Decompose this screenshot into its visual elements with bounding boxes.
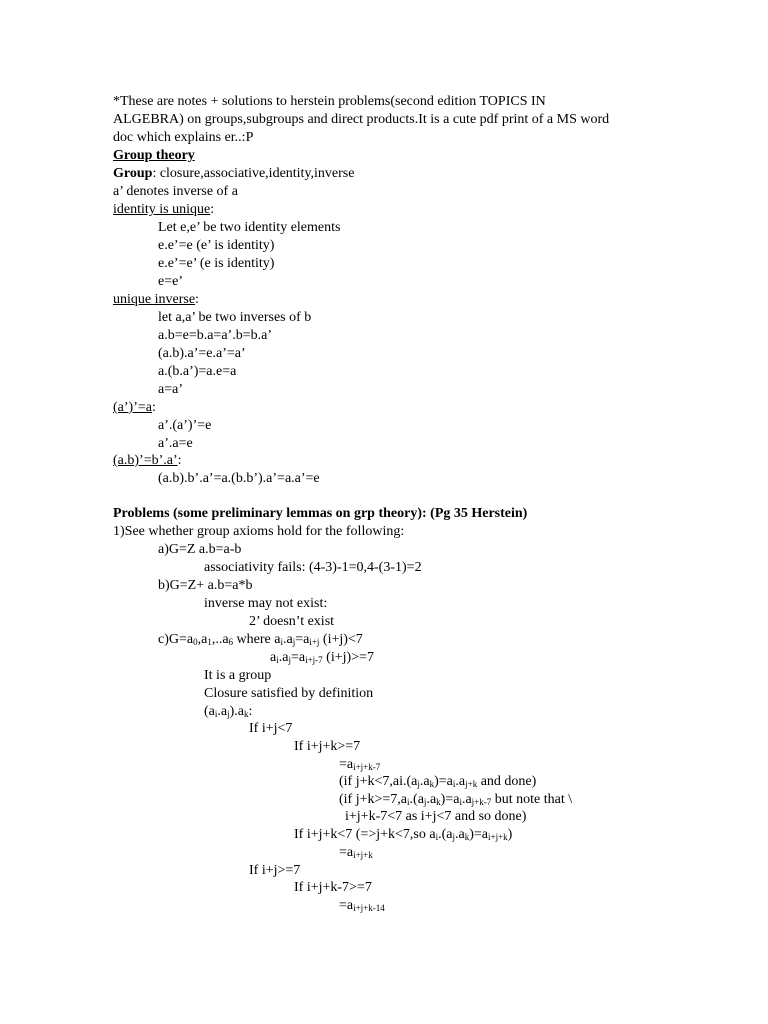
result-eq-2: $=a_{i+j+k}$ xyxy=(339,845,373,860)
identity-heading-colon: : xyxy=(210,202,215,217)
inverse-heading-colon: : xyxy=(195,292,199,307)
inverse-line-5: a=a’ xyxy=(158,382,183,397)
case-if-ge7: If i+j>=7 xyxy=(249,863,301,878)
problem-1c: $c)G=a_0,a_1,..a_6$ where $a_i.a_j=a_{i+j}$ (i+j)<7 xyxy=(158,632,363,647)
product-inverse-heading xyxy=(113,452,182,470)
product-inverse-heading-colon: : xyxy=(177,453,182,468)
product-inverse-heading-text: (a.b)’=b’.a’ xyxy=(113,453,178,468)
double-inverse-line-2: a’.a=e xyxy=(158,436,193,451)
inverse-notation: a’ denotes inverse of a xyxy=(113,184,238,199)
problem-1b-solution-2: 2’ doesn’t exist xyxy=(249,614,335,629)
identity-line-2: e.e’=e (e’ is identity) xyxy=(158,238,275,253)
condition-2-continued: i+j+k-7<7 as i+j<7 and so done) xyxy=(345,809,527,824)
intro-line-1: *These are notes + solutions to herstein problems(second edition TOPICS IN xyxy=(113,94,546,109)
result-eq-1: $=a_{i+j+k-7}$ xyxy=(339,757,381,772)
product-inverse-line: (a.b).b’.a’=a.(b.b’).a’=a.a’=e xyxy=(158,471,320,486)
problem-1c-assoc: $(a_i.a_j).a_k$: xyxy=(204,704,253,719)
condition-2: (if $j+k>=7,a_i.(a_j.a_k)=a_i.a_{j+k-7}$ but note that \ xyxy=(339,792,573,807)
double-inverse-heading xyxy=(113,399,156,417)
identity-line-3: e.e’=e’ (e is identity) xyxy=(158,256,275,271)
identity-heading xyxy=(113,201,214,219)
problem-1a: a)G=Z a.b=a-b xyxy=(158,542,242,557)
group-definition-label: Group xyxy=(113,166,153,181)
case-if-ijk7-ge7: If i+j+k-7>=7 xyxy=(294,880,372,895)
problem-1c-closure: Closure satisfied by definition xyxy=(204,686,374,701)
double-inverse-line-1: a’.(a’)’=e xyxy=(158,418,212,433)
problem-1: 1)See whether group axioms hold for the following: xyxy=(113,524,405,539)
problem-1a-solution: associativity fails: (4-3)-1=0,4-(3-1)=2 xyxy=(204,560,422,575)
group-definition xyxy=(113,165,354,183)
problem-1b-solution: inverse may not exist: xyxy=(204,596,328,611)
problem-1c-case-2: $a_i.a_j=a_{i+j-7}$ (i+j)>=7 xyxy=(270,650,374,665)
condition-3: If i+j+k<7 (=>j+k<7,so $a_i.(a_j.a_k)=a_{i+j+k}$) xyxy=(294,827,513,842)
identity-line-4: e=e’ xyxy=(158,274,183,289)
inverse-heading xyxy=(113,291,199,309)
identity-heading-text: identity is unique xyxy=(113,202,211,217)
intro-line-3: doc which explains er..:P xyxy=(113,130,254,145)
double-inverse-heading-colon: : xyxy=(151,400,156,415)
identity-line-1: Let e,e’ be two identity elements xyxy=(158,220,341,235)
case-if-ijk-ge7: If i+j+k>=7 xyxy=(294,739,361,754)
double-inverse-heading-text: (a’)’=a xyxy=(113,400,152,415)
inverse-heading-text: unique inverse xyxy=(113,292,196,307)
section-heading-group-theory: Group theory xyxy=(113,148,195,163)
inverse-line-1: let a,a’ be two inverses of b xyxy=(158,310,312,325)
group-definition-text: : closure,associative,identity,inverse xyxy=(152,166,355,181)
problem-1b: b)G=Z+ a.b=a*b xyxy=(158,578,253,593)
problem-1c-is-group: It is a group xyxy=(204,668,272,683)
condition-1: (if $j+k<7,ai.(a_j.a_k)=a_i.a_{j+k}$ and done) xyxy=(339,774,537,789)
case-if-lt7: If i+j<7 xyxy=(249,721,293,736)
intro-line-2: ALGEBRA) on groups,subgroups and direct products.It is a cute pdf print of a MS word xyxy=(113,112,610,127)
inverse-line-3: (a.b).a’=e.a’=a’ xyxy=(158,346,246,361)
inverse-line-2: a.b=e=b.a=a’.b=b.a’ xyxy=(158,328,272,343)
result-eq-3: $=a_{i+j+k-14}$ xyxy=(339,898,385,913)
section-heading-problems: Problems (some preliminary lemmas on grp theory): (Pg 35 Herstein) xyxy=(113,506,528,521)
inverse-line-4: a.(b.a’)=a.e=a xyxy=(158,364,237,379)
